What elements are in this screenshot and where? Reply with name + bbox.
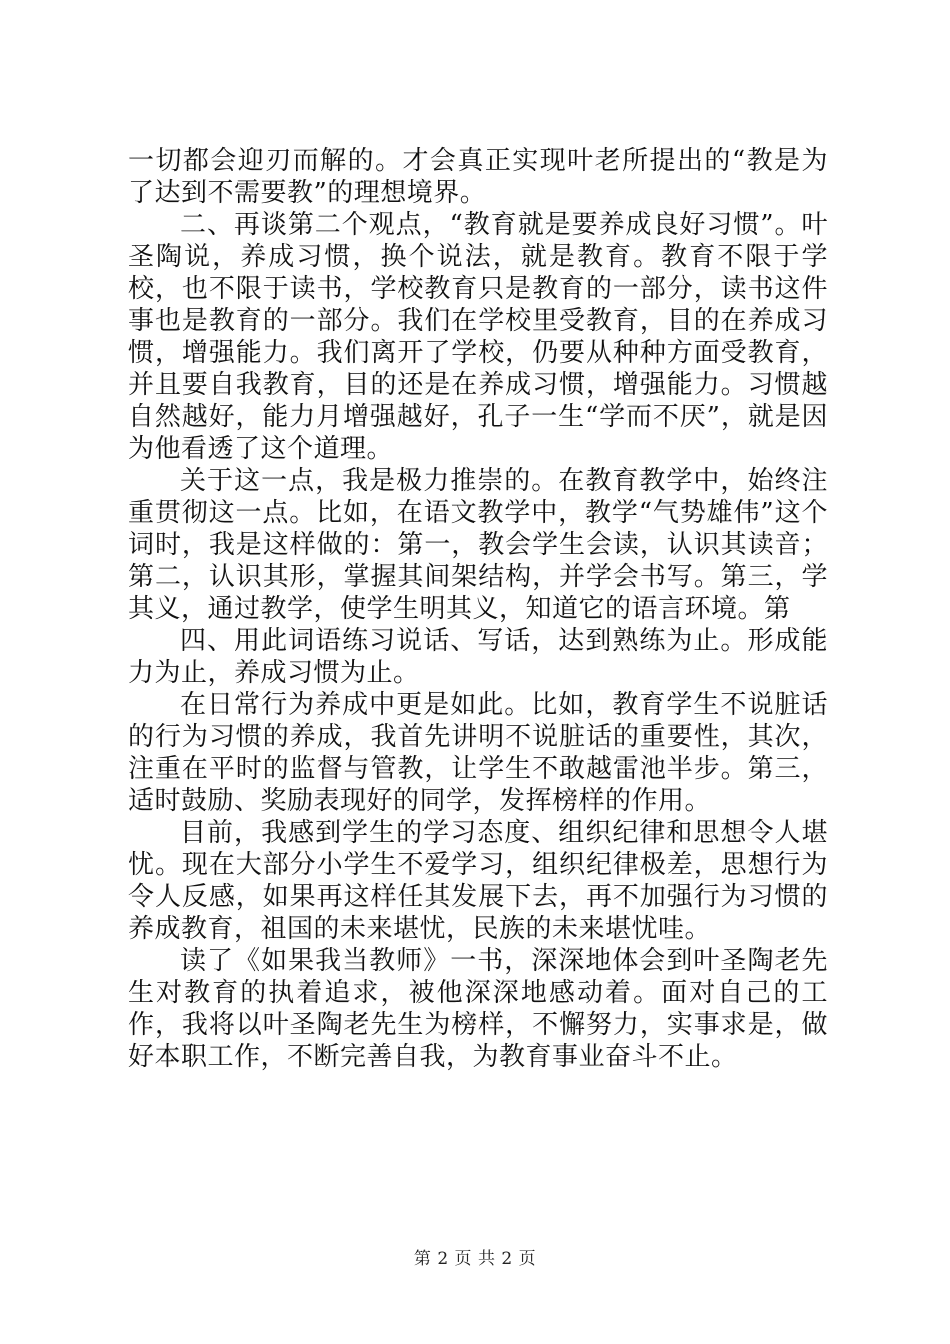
- paragraph-teaching-example: 关于这一点，我是极力推崇的。在教育教学中，始终注重贯彻这一点。比如，在语文教学中，教学“气势雄伟”这个词时，我是这样做的：第一，教会学生会读，认识其读音；第二，认识其形，掌握其间架结构，并学会书写。第三，学其义，通过教学，使学生明其义，知道它的语言环境。第: [128, 466, 828, 624]
- paragraph-fourth-step: 四、用此词语练习说话、写话，达到熟练为止。形成能力为止，养成习惯为止。: [128, 626, 828, 688]
- paragraph-current-concerns: 目前，我感到学生的学习态度、组织纪律和思想令人堪忧。现在大部分小学生不爱学习，组织纪律极差，思想行为令人反感，如果再这样任其发展下去，再不加强行为习惯的养成教育，祖国的未来堪忧，民族的未来堪忧哇。: [128, 818, 828, 944]
- paragraph-second-viewpoint: 二、再谈第二个观点，“教育就是要养成良好习惯”。叶圣陶说，养成习惯，换个说法，就是教育。教育不限于学校，也不限于读书，学校教育只是教育的一部分，读书这件事也是教育的一部分。我们在学校里受教育，目的在养成习惯，增强能力。我们离开了学校，仍要从种种方面受教育，并且要自我教育，目的还是在养成习惯，增强能力。习惯越自然越好，能力月增强越好，孔子一生“学而不厌”，就是因为他看透了这个道理。: [128, 210, 828, 464]
- page-number-footer: 第 2 页 共 2 页: [413, 1249, 537, 1269]
- paragraph-conclusion: 读了《如果我当教师》一书，深深地体会到叶圣陶老先生对教育的执着追求，被他深深地感动着。面对自己的工作，我将以叶圣陶老先生为榜样，不懈努力，实事求是，做好本职工作，不断完善自我，为教育事业奋斗不止。: [128, 946, 828, 1072]
- paragraph-continuation: 一切都会迎刃而解的。才会真正实现叶老所提出的“教是为了达到不需要教”的理想境界。: [128, 146, 828, 208]
- document-body: [128, 145, 828, 1073]
- paragraph-daily-behavior: 在日常行为养成中更是如此。比如，教育学生不说脏话的行为习惯的养成，我首先讲明不说脏话的重要性，其次，注重在平时的监督与管教，让学生不敢越雷池半步。第三，适时鼓励、奖励表现好的同学，发挥榜样的作用。: [128, 690, 828, 816]
